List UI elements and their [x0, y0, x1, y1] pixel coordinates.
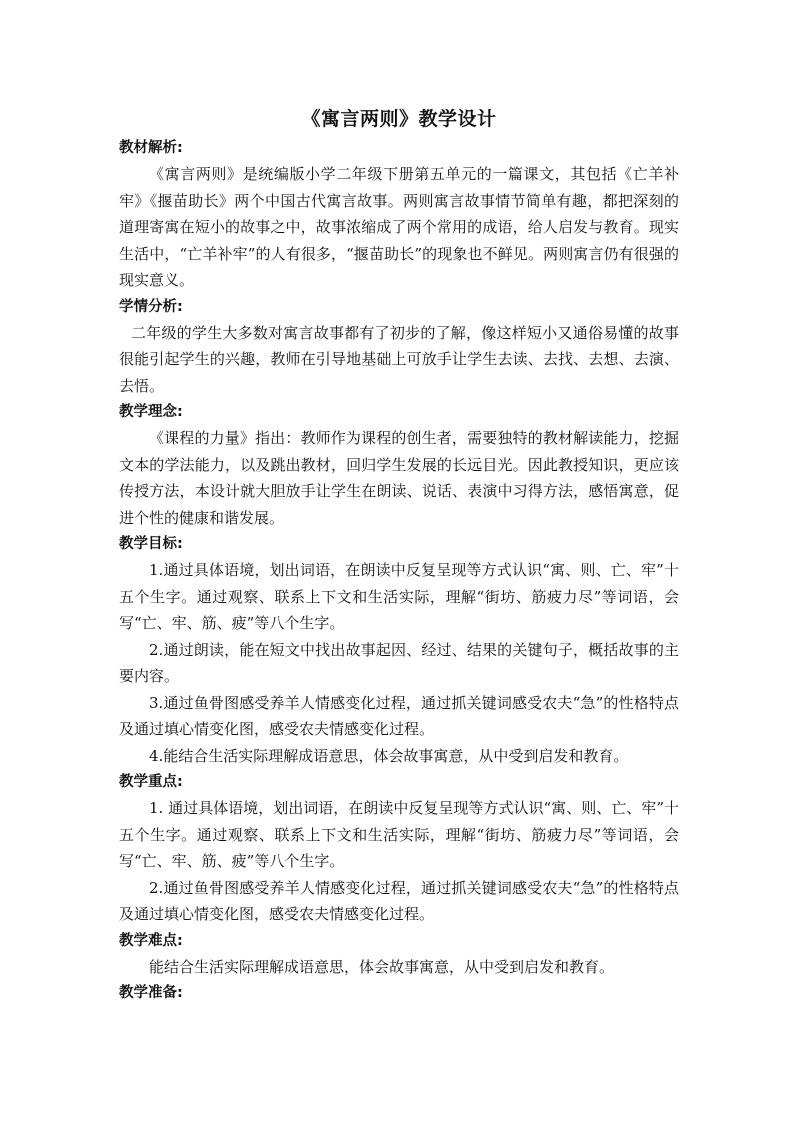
document-content	[119, 103, 679, 1006]
paragraph-student-analysis: 二年级的学生大多数对寓言故事都有了初步的了解，像这样短小又通俗易懂的故事很能引起学生的兴趣，教师在引导地基础上可放手让学生去读、去找、去想、去演、去悟。	[119, 323, 679, 395]
heading-teaching-philosophy: 教学理念:	[119, 404, 183, 420]
goal-item-2: 2.通过朗读，能在短文中找出故事起因、经过、结果的关键句子，概括故事的主要内容。	[119, 640, 679, 685]
heading-student-analysis: 学情分析:	[119, 298, 183, 315]
paragraph-material-analysis: 《寓言两则》是统编版小学二年级下册第五单元的一篇课文，其包括《亡羊补牢》《揠苗助长》两个中国古代寓言故事。两则寓言故事情节简单有趣，都把深刻的道理寄寓在短小的故事之中，故事浓缩成了两个常用的成语，给人启发与教育。现实生活中，“亡羊补牢”的人有很多，“揠苗助长”的现象也不鲜见。两则寓言仍有很强的现实意义。	[119, 165, 679, 289]
paragraph-difficulties: 能结合生活实际理解成语意思，体会故事寓意，从中受到启发和教育。	[149, 957, 615, 976]
heading-teaching-goals: 教学目标:	[119, 536, 183, 552]
key-point-item-2: 2.通过鱼骨图感受养羊人情感变化过程，通过抓关键词感受农夫“急”的性格特点及通过填心情变化图，感受农夫情感变化过程。	[119, 878, 679, 923]
heading-key-points: 教学重点:	[119, 774, 183, 790]
heading-preparation: 教学准备:	[119, 985, 183, 1001]
goal-item-4: 4.能结合生活实际理解成语意思，体会故事寓意，从中受到启发和教育。	[149, 746, 629, 765]
paragraph-teaching-philosophy: 《课程的力量》指出：教师作为课程的创生者，需要独特的教材解读能力，挖掘文本的学法能力，以及跳出教材，回归学生发展的长远目光。因此教授知识，更应该传授方法，本设计就大胆放手让学生在朗读、说话、表演中习得方法，感悟寓意，促进个性的健康和谐发展。	[119, 429, 679, 527]
heading-difficulties: 教学难点:	[119, 932, 183, 949]
goal-item-1: 1.通过具体语境，划出词语，在朗读中反复呈现等方式认识“寓、则、亡、牢”十五个生字。通过观察、联系上下文和生活实际，理解“街坊、筋疲力尽”等词语，会写“亡、牢、筋、疲”等八个生字。	[119, 561, 679, 632]
key-point-item-1: 1. 通过具体语境，划出词语，在朗读中反复呈现等方式认识“寓、则、亡、牢”十五个生字。通过观察、联系上下文和生活实际，理解“街坊、筋疲力尽”等词语，会写“亡、牢、筋、疲”等八个生字。	[119, 799, 679, 870]
heading-material-analysis: 教材解析:	[119, 140, 183, 156]
goal-item-3: 3.通过鱼骨图感受养羊人情感变化过程，通过抓关键词感受农夫“急”的性格特点及通过填心情变化图，感受农夫情感变化过程。	[119, 693, 679, 738]
page-title: 《寓言两则》教学设计	[301, 108, 497, 130]
